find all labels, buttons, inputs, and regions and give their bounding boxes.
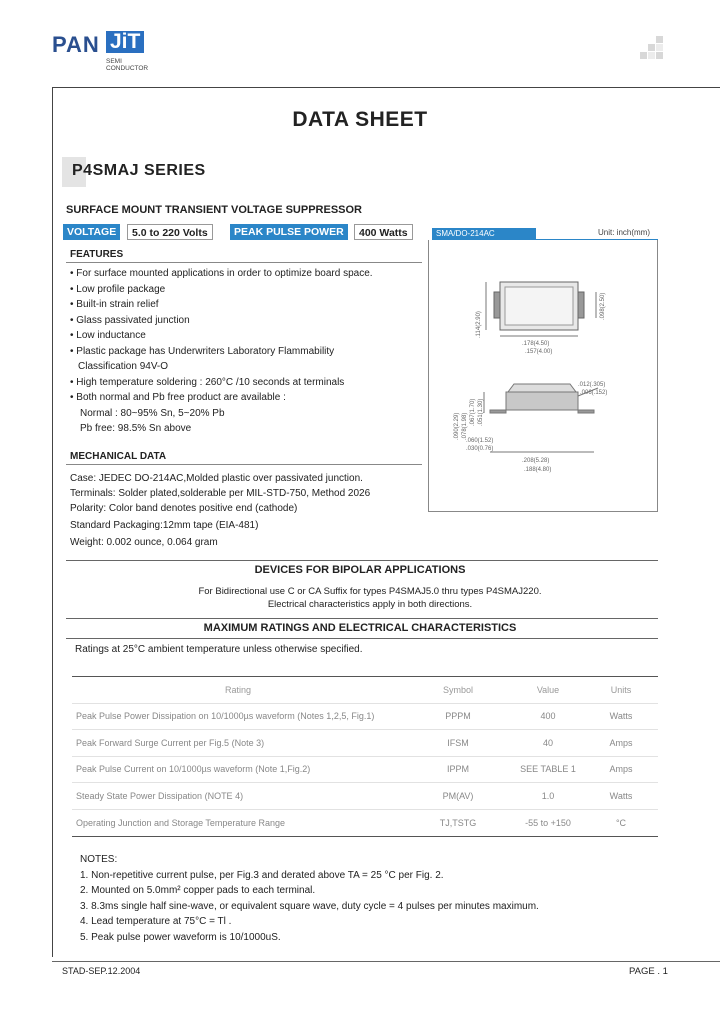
footer-page-number: PAGE . 1 (629, 966, 668, 977)
mechanical-heading: MECHANICAL DATA (70, 451, 167, 462)
cell-symbol: TJ,TSTG (439, 817, 477, 828)
product-subheading: SURFACE MOUNT TRANSIENT VOLTAGE SUPPRESSOR (66, 204, 363, 216)
logo-sub-1: SEMI (106, 58, 122, 65)
ratings-table (72, 676, 658, 837)
note-item: 2. Mounted on 5.0mm² copper pads to each terminal. (80, 885, 316, 896)
cell-units: Watts (609, 790, 633, 801)
cell-rating: Steady State Power Dissipation (NOTE 4) (76, 790, 244, 801)
bipolar-rule-top (66, 560, 658, 561)
cell-symbol: IFSM (447, 737, 469, 748)
dim-side-h: .067(1.70) (470, 398, 476, 426)
note-item: 3. 8.3ms single half sine-wave, or equivalent square wave, duty cycle = 4 pulses per minutes maximum. (80, 900, 539, 912)
power-value: 400 Watts (354, 224, 413, 240)
cell-units: Amps (609, 764, 633, 775)
logo-pan: PAN (52, 32, 100, 57)
list-item: Polarity: Color band denotes positive end (cathode) (70, 503, 298, 514)
dim-side-h2: .051(1.30) (478, 398, 484, 426)
header-value: Value (536, 684, 560, 695)
list-item: • High temperature soldering : 260°C /10 seconds at terminals (70, 376, 345, 388)
cell-units: Amps (609, 737, 633, 748)
logo-jit: JiT (106, 31, 144, 53)
cell-value: 1.0 (541, 790, 555, 801)
mechanical-rule (66, 464, 422, 465)
list-item: Pb free: 98.5% Sn above (80, 423, 192, 434)
table-row (72, 704, 658, 731)
notes-label: NOTES: (80, 854, 118, 865)
bipolar-line-2: Electrical characteristics apply in both directions. (267, 599, 473, 610)
cell-symbol: PPPM (445, 711, 471, 722)
cell-units: °C (615, 817, 627, 828)
ratings-title: MAXIMUM RATINGS AND ELECTRICAL CHARACTERISTICS (203, 622, 517, 634)
dim-top-h2: .098(2.50) (600, 292, 606, 320)
decorative-squares-icon (640, 36, 664, 60)
dim-top-w2: .157(4.00) (525, 349, 553, 355)
table-row (72, 810, 658, 837)
dim-overall2: .188(4.80) (524, 467, 552, 473)
table-row (72, 730, 658, 757)
list-item: Case: JEDEC DO-214AC,Molded plastic over passivated junction. (70, 473, 363, 484)
package-name: SMA/DO-214AC (432, 228, 536, 239)
logo-subtitle (106, 58, 166, 72)
dim-lead-l: .060(1.52) (466, 438, 494, 444)
dim-body-h: .090(2.29) (454, 412, 460, 440)
logo-sub-2: CONDUCTOR (106, 65, 149, 72)
note-item: 5. Peak pulse power waveform is 10/1000uS. (80, 931, 281, 943)
dim-top-w: .178(4.50) (522, 341, 550, 347)
cell-symbol: IPPM (446, 764, 469, 775)
cell-symbol: PM(AV) (442, 790, 474, 801)
list-item: Weight: 0.002 ounce, 0.064 gram (70, 537, 218, 548)
list-item: Classification 94V-O (78, 361, 169, 372)
dim-top-h: .114(2.90) (476, 311, 482, 338)
list-item: • Low profile package (70, 283, 166, 295)
list-item: • Glass passivated junction (70, 314, 190, 326)
note-item: 1. Non-repetitive current pulse, per Fig.3 and derated above TA = 25 °C per Fig. 2. (80, 869, 444, 881)
footer-rule (52, 961, 720, 962)
cell-rating: Peak Pulse Power Dissipation on 10/1000µs waveform (Notes 1,2,5, Fig.1) (76, 711, 375, 722)
cell-value: SEE TABLE 1 (520, 764, 576, 775)
list-item: • Plastic package has Underwriters Laboratory Flammability (70, 345, 335, 357)
ratings-note: Ratings at 25°C ambient temperature unless otherwise specified. (75, 644, 363, 655)
dim-body-h2: .078(1.98) (462, 412, 468, 440)
voltage-value: 5.0 to 220 Volts (127, 224, 213, 240)
list-item: • Built-in strain relief (70, 299, 159, 310)
features-list (70, 266, 422, 437)
ratings-rule-bottom (66, 638, 658, 639)
bipolar-line-1: For Bidirectional use C or CA Suffix for types P4SMAJ5.0 thru types P4SMAJ220. (198, 586, 542, 597)
voltage-label: VOLTAGE (63, 224, 120, 240)
page-title: DATA SHEET (292, 108, 428, 131)
header-units: Units (610, 684, 632, 695)
mechanical-list (70, 471, 370, 550)
table-row (72, 757, 658, 784)
cell-rating: Operating Junction and Storage Temperature Range (76, 817, 285, 828)
table-header (72, 677, 658, 704)
list-item: Standard Packaging:12mm tape (EIA-481) (70, 520, 259, 531)
cell-value: 40 (542, 737, 553, 748)
dim-lead-t: .012(.305) (578, 382, 606, 388)
list-item: • Low inductance (70, 330, 146, 341)
dim-overall: .208(5.28) (522, 458, 550, 464)
features-heading: FEATURES (70, 249, 124, 260)
series-title: P4SMAJ SERIES (72, 162, 206, 179)
note-item: 4. Lead temperature at 75°C = Tl . (80, 916, 232, 927)
cell-rating: Peak Pulse Current on 10/1000µs waveform (Note 1,Fig.2) (76, 764, 311, 775)
cell-value: 400 (540, 711, 556, 722)
package-unit: Unit: inch(mm) (598, 228, 651, 237)
dim-lead-t2: .006(.152) (580, 390, 608, 396)
cell-value: -55 to +150 (525, 817, 571, 828)
features-rule (66, 262, 422, 263)
table-row (72, 783, 658, 810)
list-item: • Both normal and Pb free product are available : (70, 392, 286, 403)
header-rating: Rating (224, 684, 251, 695)
footer-document-code: STAD-SEP.12.2004 (62, 966, 141, 976)
dim-lead-l2: .030(0.76) (466, 446, 494, 452)
cell-units: Watts (609, 711, 633, 722)
ratings-rule-top (66, 618, 658, 619)
cell-rating: Peak Forward Surge Current per Fig.5 (Note 3) (76, 737, 265, 748)
notes (80, 852, 539, 945)
list-item: • For surface mounted applications in order to optimize board space. (70, 268, 373, 279)
header-symbol: Symbol (442, 684, 473, 695)
list-item: Terminals: Solder plated,solderable per MIL-STD-750, Method 2026 (70, 488, 371, 499)
package-drawing (428, 240, 658, 512)
power-label: PEAK PULSE POWER (230, 224, 348, 240)
bipolar-title: DEVICES FOR BIPOLAR APPLICATIONS (254, 564, 466, 576)
list-item: Normal : 80~95% Sn, 5~20% Pb (80, 407, 225, 419)
top-view (486, 282, 596, 336)
